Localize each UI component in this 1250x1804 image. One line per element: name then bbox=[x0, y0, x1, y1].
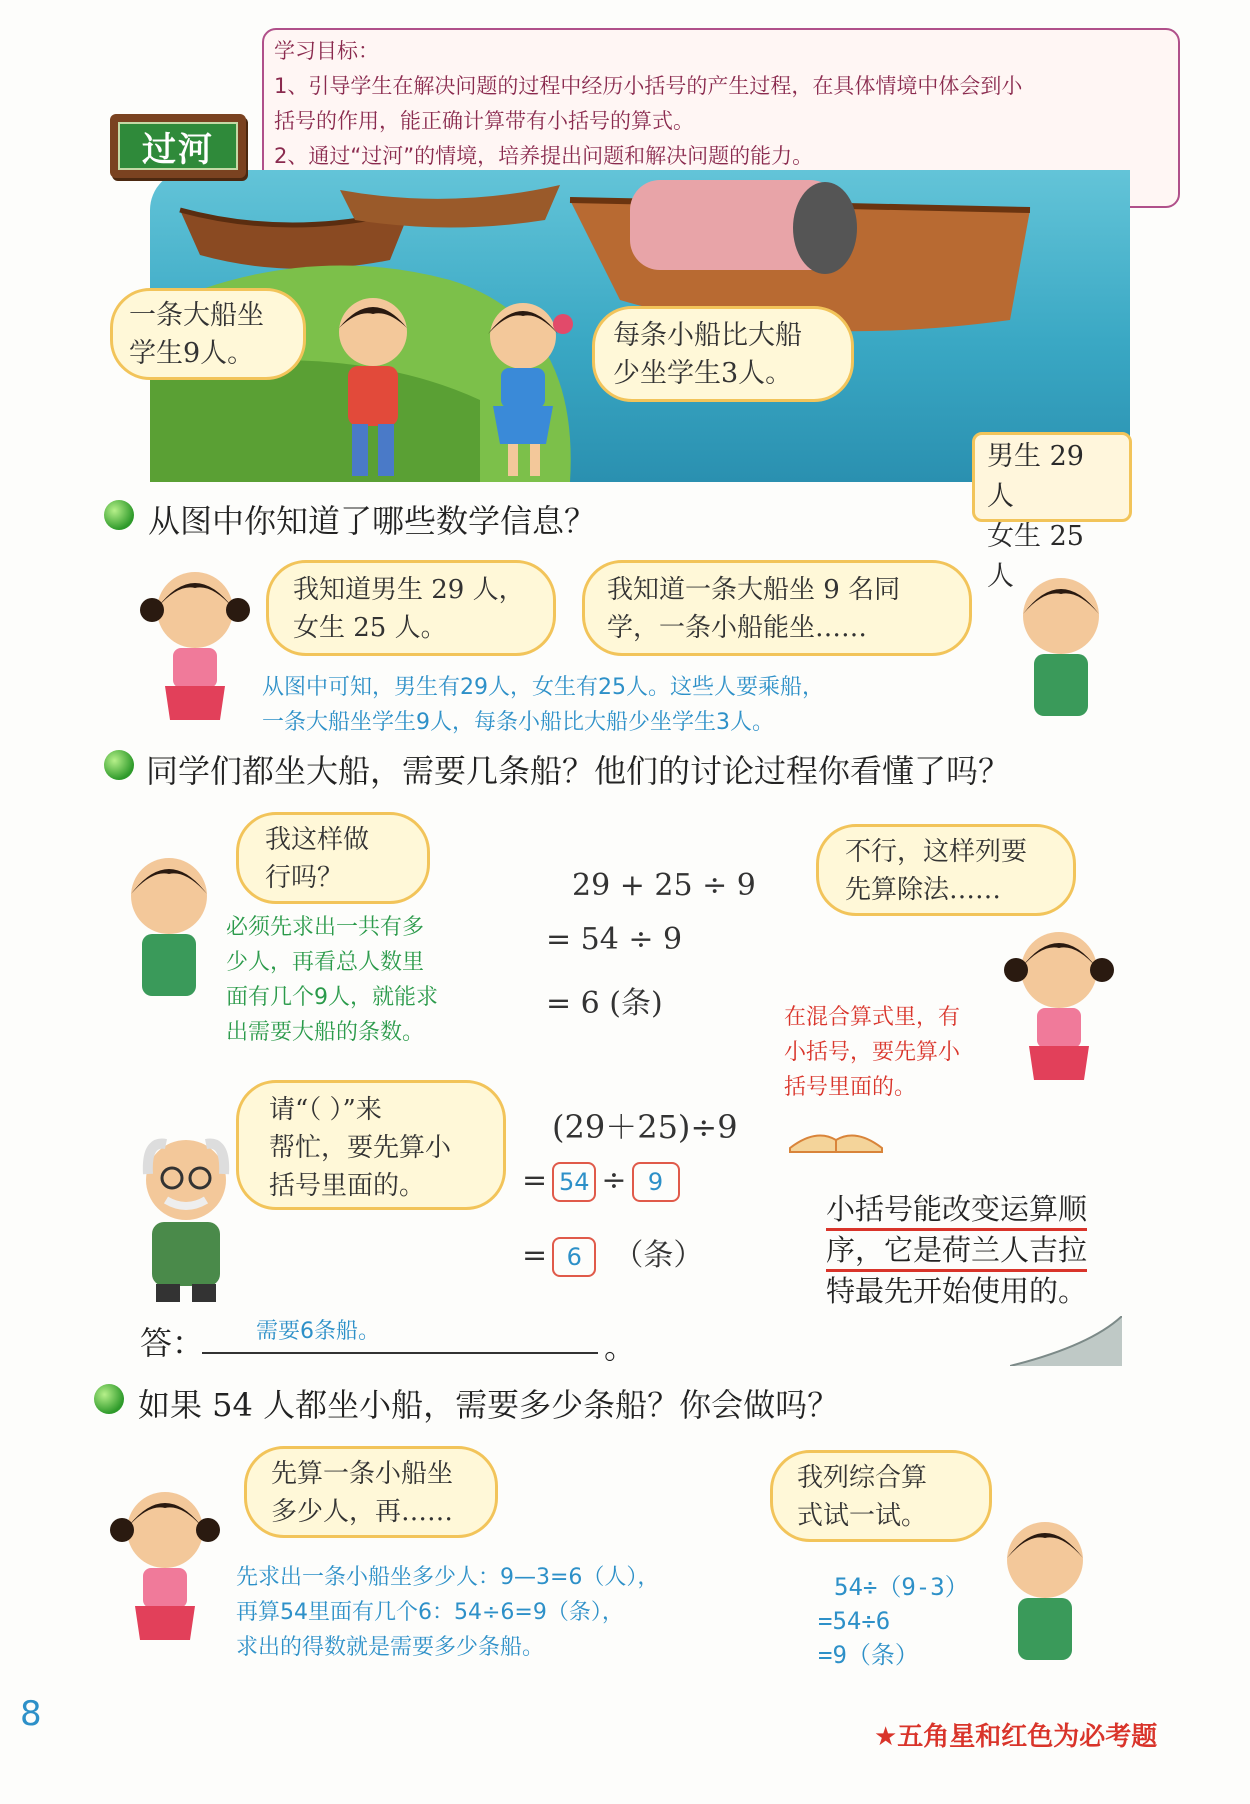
wrong-work-line-3: = 6 (条) bbox=[546, 986, 663, 1021]
girl-character-q1 bbox=[140, 560, 250, 734]
bullet-dot-icon bbox=[104, 750, 134, 780]
q3-bubble-girl-line-2: 多少人，再…… bbox=[271, 1497, 454, 1527]
q2-green-line-3: 面有几个9人，就能求 bbox=[226, 985, 438, 1010]
step2-value-b: 9 bbox=[632, 1162, 680, 1202]
q2-green-line-1: 必须先求出一共有多 bbox=[226, 915, 425, 940]
grandpa-character bbox=[126, 1130, 246, 1310]
q1-bubble-girl-line-2: 女生 25 人。 bbox=[293, 613, 447, 643]
q3-bubble-girl bbox=[244, 1446, 498, 1538]
scene-bubble-boy-line-2: 学生9人。 bbox=[129, 338, 255, 369]
page-number: 8 bbox=[20, 1694, 42, 1734]
girl-character bbox=[468, 294, 578, 484]
answer-text: 需要6条船。 bbox=[256, 1319, 380, 1344]
goal-line-1: 1、引导学生在解决问题的过程中经历小括号的产生过程，在具体情境中体会到小 bbox=[274, 74, 1023, 98]
q3-bubble-boy-line-1: 我列综合算 bbox=[797, 1463, 928, 1493]
scene-bubble-boy bbox=[110, 288, 306, 380]
q2-bubble-girl-line-1: 不行，这样列要 bbox=[845, 837, 1028, 867]
q2-bubble-grandpa-line-2: 帮忙，要先算小 bbox=[269, 1133, 452, 1163]
q1-answer-note bbox=[262, 670, 824, 740]
q3-work-line-1: 54÷（9-3） bbox=[834, 1573, 969, 1601]
q3-blue-line-2: 再算54里面有几个6：54÷6=9（条）， bbox=[236, 1600, 624, 1625]
fact-line-2: 序，它是荷兰人吉拉 bbox=[826, 1231, 1087, 1272]
q2-green-line-4: 出需要大船的条数。 bbox=[226, 1020, 425, 1045]
wrong-work-line-2: = 54 ÷ 9 bbox=[546, 922, 683, 957]
fact-line-3: 特最先开始使用的。 bbox=[826, 1274, 1088, 1308]
boys-count: 男生 29 人 bbox=[987, 441, 1084, 512]
q3-blue-note bbox=[236, 1560, 659, 1665]
q3-bubble-girl-line-1: 先算一条小船坐 bbox=[271, 1459, 454, 1489]
bracket-step-2 bbox=[522, 1162, 680, 1202]
q1-answer-line-2: 一条大船坐学生9人，每条小船比大船少坐学生3人。 bbox=[262, 710, 774, 735]
q2-bubble-boy-line-2: 行吗？ bbox=[265, 863, 344, 893]
girls-count: 女生 25 人 bbox=[987, 521, 1084, 592]
boy-character-q1 bbox=[1006, 566, 1116, 740]
q1-bubble-boy bbox=[582, 560, 972, 656]
step2-value-a: 54 bbox=[552, 1162, 596, 1202]
bullet-dot-icon bbox=[104, 500, 134, 530]
footer-note: ★五角星和红色为必考题 bbox=[874, 1722, 1158, 1752]
student-count-box bbox=[972, 432, 1132, 592]
q3-work-line-3: =9（条） bbox=[818, 1641, 919, 1669]
q2-bubble-girl bbox=[816, 824, 1076, 916]
bracket-formula-text: (29＋25)÷9 bbox=[552, 1108, 738, 1146]
equals-sign: = bbox=[522, 1238, 548, 1273]
q2-bubble-grandpa-line-3: 括号里面的。 bbox=[269, 1171, 426, 1201]
bullet-dot-icon bbox=[94, 1384, 124, 1414]
equals-sign: = bbox=[522, 1163, 548, 1198]
fact-line-1: 小括号能改变运算顺 bbox=[826, 1190, 1087, 1231]
boy-character-q2 bbox=[114, 846, 224, 1020]
goal-line-3: 2、通过“过河”的情境，培养提出问题和解决问题的能力。 bbox=[274, 144, 814, 168]
girl-character-q3 bbox=[110, 1480, 220, 1654]
scene-bubble-girl bbox=[592, 306, 854, 402]
q1-answer-line-1: 从图中可知，男生有29人，女生有25人。这些人要乘船， bbox=[262, 675, 824, 700]
q2-red-line-3: 括号里面的。 bbox=[784, 1075, 917, 1100]
q3-blue-line-1: 先求出一条小船坐多少人：9—3=6（人）， bbox=[236, 1565, 660, 1590]
q2-red-line-2: 小括号，要先算小 bbox=[784, 1040, 961, 1065]
scene-bubble-girl-line-2: 少坐学生3人。 bbox=[613, 358, 793, 389]
divide-sign: ÷ bbox=[601, 1163, 627, 1198]
bracket-step-3 bbox=[522, 1230, 703, 1277]
q2-bubble-grandpa bbox=[236, 1080, 506, 1210]
q3-bubble-boy-line-2: 式试一试。 bbox=[797, 1501, 928, 1531]
answer-label: 答： bbox=[140, 1324, 205, 1362]
q2-green-note bbox=[226, 910, 438, 1050]
goal-line-2: 括号的作用，能正确计算带有小括号的算式。 bbox=[274, 109, 694, 133]
open-book-icon bbox=[786, 1110, 886, 1158]
q2-bubble-grandpa-line-1: 请“（ ）”来 bbox=[269, 1095, 382, 1125]
lesson-title: 过河 bbox=[118, 122, 238, 170]
answer-end: 。 bbox=[604, 1328, 637, 1366]
q2-bubble-boy-line-1: 我这样做 bbox=[265, 825, 370, 855]
q1-bubble-girl-line-1: 我知道男生 29 人， bbox=[293, 575, 525, 605]
q2-red-note bbox=[784, 1000, 960, 1105]
lesson-title-sign bbox=[110, 114, 246, 178]
question-2: 同学们都坐大船，需要几条船？他们的讨论过程你看懂了吗？ bbox=[146, 752, 1011, 790]
question-1: 从图中你知道了哪些数学信息？ bbox=[148, 502, 597, 540]
q2-bubble-girl-line-2: 先算除法…… bbox=[845, 875, 1002, 905]
goals-heading: 学习目标： bbox=[274, 39, 379, 63]
scene-bubble-girl-line-1: 每条小船比大船 bbox=[613, 320, 802, 351]
q3-bubble-boy bbox=[770, 1450, 992, 1542]
q2-red-line-1: 在混合算式里，有 bbox=[784, 1005, 961, 1030]
q3-work-line-2: =54÷6 bbox=[818, 1607, 891, 1635]
q2-green-line-2: 少人，再看总人数里 bbox=[226, 950, 425, 975]
q3-work bbox=[818, 1570, 969, 1672]
bracket-fact bbox=[826, 1190, 1250, 1310]
scene-bubble-boy-line-1: 一条大船坐 bbox=[129, 300, 264, 331]
boy-character bbox=[318, 290, 428, 484]
boy-character-q3 bbox=[990, 1510, 1100, 1684]
q3-blue-line-3: 求出的得数就是需要多少条船。 bbox=[236, 1635, 545, 1660]
girl-character-q2 bbox=[1004, 920, 1114, 1094]
step3-value: 6 bbox=[552, 1237, 596, 1277]
q1-bubble-girl bbox=[266, 560, 556, 656]
page-curl-decoration bbox=[1010, 1316, 1122, 1370]
question-3: 如果 54 人都坐小船，需要多少条船？你会做吗？ bbox=[138, 1386, 840, 1424]
q1-bubble-boy-line-2: 学，一条小船能坐…… bbox=[607, 613, 868, 643]
wrong-work-line-1: 29 + 25 ÷ 9 bbox=[572, 868, 756, 903]
q1-bubble-boy-line-1: 我知道一条大船坐 9 名同 bbox=[607, 575, 901, 605]
q2-bubble-boy bbox=[236, 812, 430, 904]
answer-line bbox=[202, 1352, 598, 1354]
bracket-formula bbox=[552, 1102, 738, 1148]
step3-unit: （条） bbox=[613, 1238, 704, 1273]
